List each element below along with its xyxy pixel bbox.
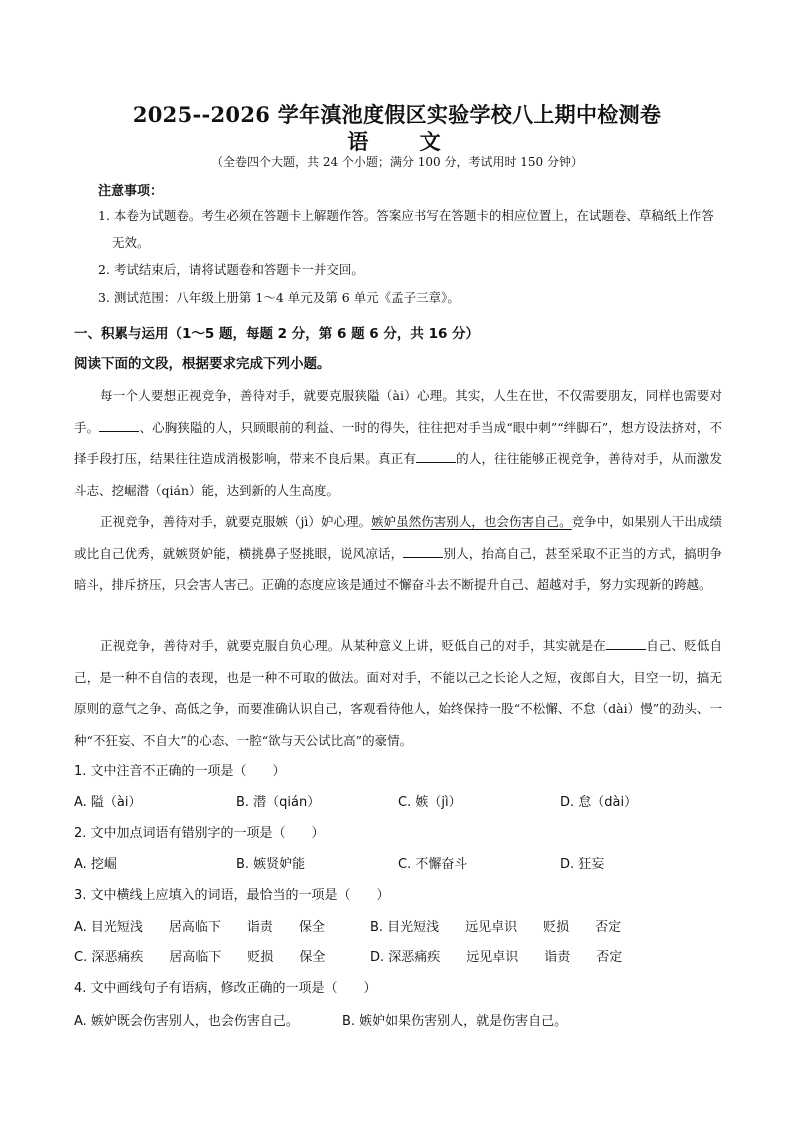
q3-option-a: A. 目光短浅 居高临下 诣责 保全: [74, 920, 325, 935]
passage-paragraph-1: [74, 380, 722, 506]
question-2-stem: 2. 文中加点词语有错别字的一项是（ ）: [74, 826, 325, 841]
q3-option-c: C. 深恶痛疾 居高临下 贬损 保全: [74, 950, 326, 965]
note-item-1: [98, 202, 722, 256]
q1-option-c: C. 嫉（jì）: [398, 795, 462, 810]
question-4-stem: 4. 文中画线句子有语病，修改正确的一项是（ ）: [74, 981, 377, 996]
p3-text-b: 自己、贬低自己，是一种不自信的表现，也是一种不可取的做法。面对对手，不能以己之长论人之短，夜郎自大，目空一切，搞无原则的意气之争、高低之争，而要准确认识自己，客观看待他人，始终保持一股“不松懈、不怠（dài）慢”的劲头、一种“不狂妄、不自大”的心态、一腔“欲与天公试比高”的豪情。: [74, 638, 722, 748]
subject-title: 语 文: [347, 129, 463, 154]
q2-option-a: A. 挖崛: [74, 857, 117, 872]
passage-paragraph-3: [74, 630, 722, 756]
q4-option-b: B. 嫉妒如果伤害别人，就是伤害自己。: [342, 1014, 568, 1029]
q2-option-b: B. 嫉贤妒能: [236, 857, 306, 872]
note-item-2: 2. 考试结束后，请将试题卷和答题卡一并交回。: [98, 262, 364, 277]
blank-2: [416, 450, 456, 463]
q2-option-c: C. 不懈奋斗: [398, 857, 468, 872]
exam-title: 2025--2026 学年滇池度假区实验学校八上期中检测卷: [132, 102, 662, 127]
exam-scope-note: （全卷四个大题，共 24 个小题；满分 100 分，考试用时 150 分钟）: [211, 155, 583, 169]
q3-option-b: B. 目光短浅 远见卓识 贬损 否定: [370, 920, 622, 935]
p2-text-b: 竞争中，如果别人干出成绩或比自己优秀，就嫉贤妒能，横挑鼻子竖挑眼，说风凉话，: [74, 514, 722, 561]
q3-option-d: D. 深恶痛疾 远见卓识 诣责 否定: [370, 950, 623, 965]
p2-text-a: 正视竞争，善待对手，就要克服嫉（jì）妒心理。: [100, 514, 372, 529]
blank-3: [403, 545, 443, 558]
question-1-stem: 1. 文中注音不正确的一项是（ ）: [74, 764, 286, 779]
notes-heading: 注意事项：: [98, 184, 164, 199]
passage-paragraph-2: [74, 506, 722, 601]
section-1-heading: 一、积累与运用（1～5 题，每题 2 分，第 6 题 6 分，共 16 分）: [74, 326, 480, 342]
q1-option-a: A. 隘（ài）: [74, 795, 142, 810]
underlined-sentence: 嫉妒虽然伤害别人，也会伤害自己。: [371, 514, 572, 529]
passage-instruction: 阅读下面的文段，根据要求完成下列小题。: [74, 356, 331, 372]
note-item-3: 3. 测试范围：八年级上册第 1～4 单元及第 6 单元《孟子三章》。: [98, 290, 460, 305]
p1-text-b: 、心胸狭隘的人，只顾眼前的利益、一时的得失，往往把对手当成“眼中刺”“绊脚石”，想方设法挤对，不择手段打压，结果往往造成消极影响，带来不良后果。真正有: [74, 419, 722, 466]
p2-text-c: 别人，抬高自己，甚至采取不正当的方式，搞明争暗斗，排斥挤压，只会害人害己。正确的态度应该是通过不懈奋斗去不断提升自己、超越对手，努力实现新的跨越。: [74, 545, 722, 592]
q2-option-d: D. 狂妄: [560, 857, 605, 872]
q4-option-a: A. 嫉妒既会伤害别人，也会伤害自己。: [74, 1014, 299, 1029]
p1-text-a: 每一个人要想正视竞争，善待对手，就要克服狭隘（ài）心理。其实，人生在世，不仅需要朋友，同样也需要对手。: [74, 388, 722, 435]
p3-text-a: 正视竞争，善待对手，就要克服自负心理。从某种意义上讲，贬低自己的对手，其实就是在: [100, 638, 607, 653]
note-item-1-text: 1. 本卷为试题卷。考生必须在答题卡上解题作答。答案应书写在答题卡的相应位置上，在试题卷、草稿纸上作答无效。: [98, 208, 714, 250]
q1-option-b: B. 潜（qián）: [236, 795, 321, 810]
blank-1: [99, 419, 139, 432]
blank-4: [606, 637, 646, 650]
p1-text-c: 的人，往往能够正视竞争，善待对手，从而激发斗志、挖崛潜（qián）能，达到新的人生高度。: [74, 451, 722, 498]
q1-option-d: D. 怠（dài）: [560, 795, 638, 810]
question-3-stem: 3. 文中横线上应填入的词语，最恰当的一项是（ ）: [74, 888, 390, 903]
